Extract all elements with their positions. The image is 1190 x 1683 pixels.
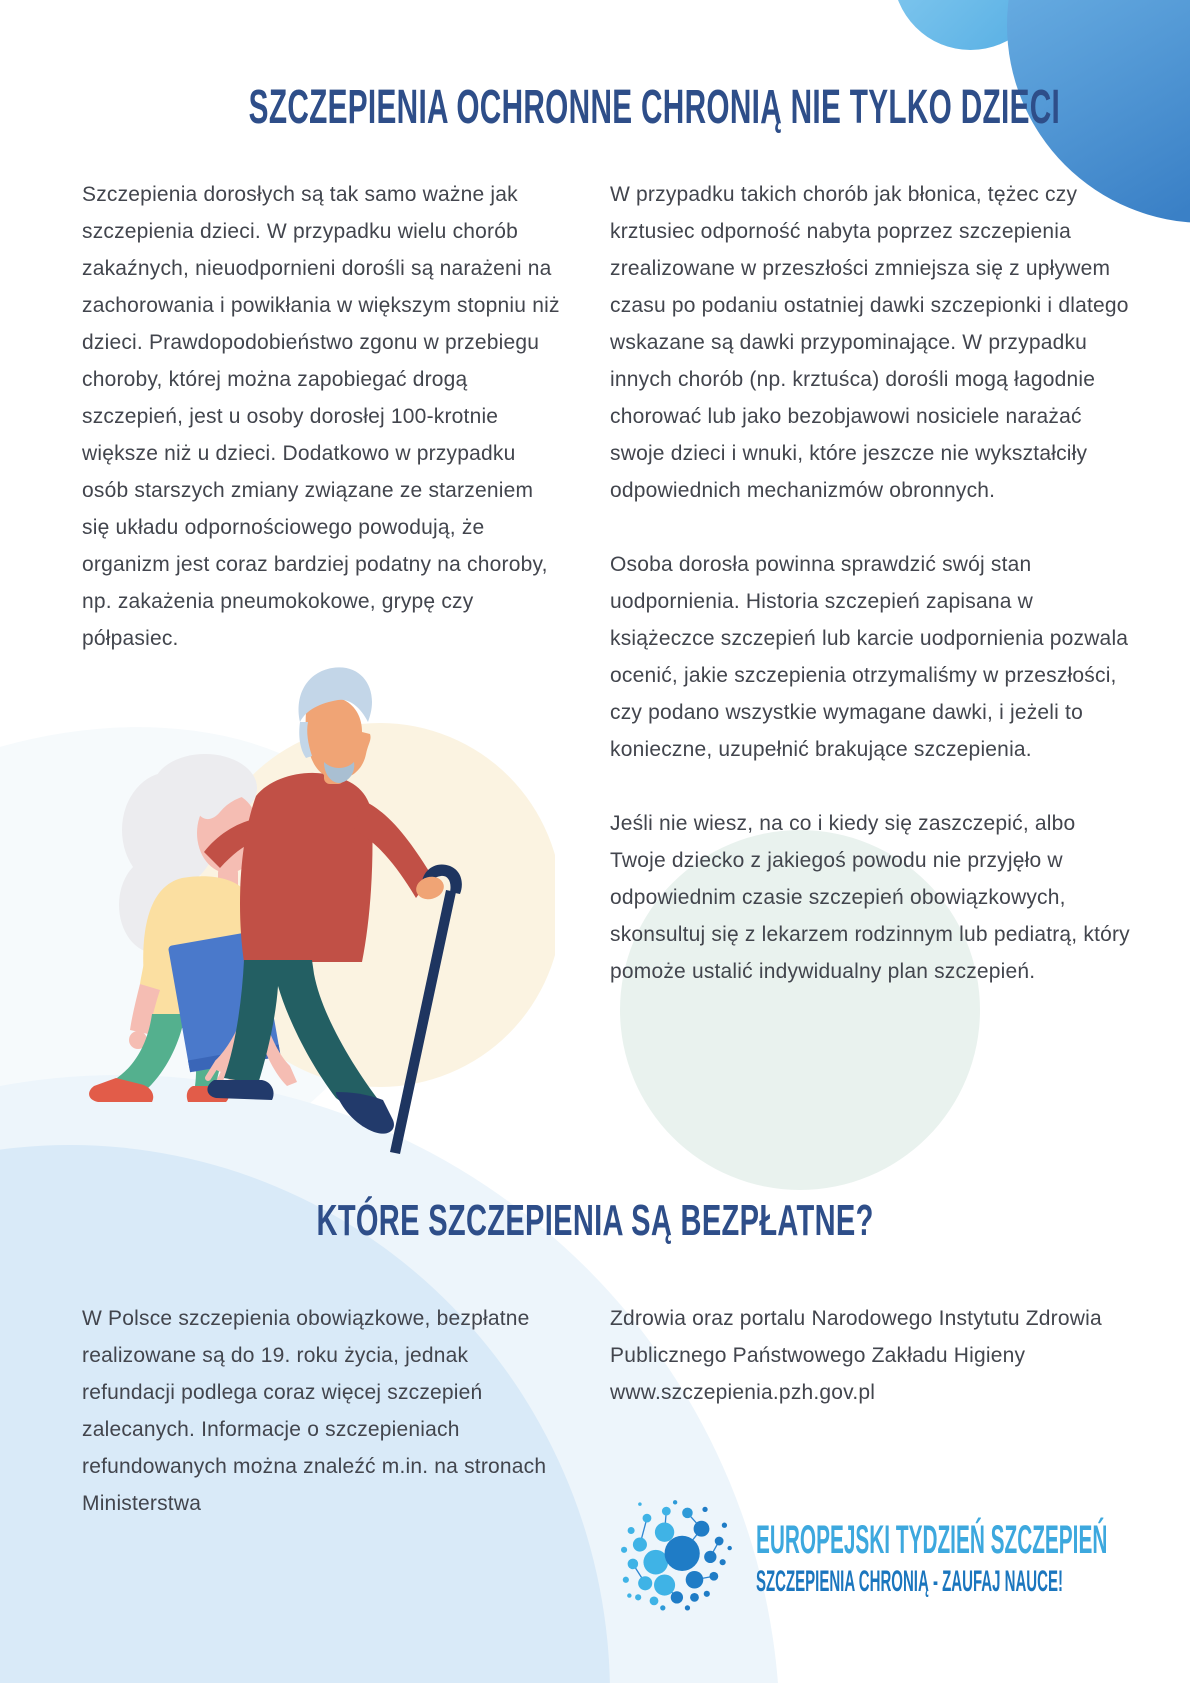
- free-vaccines-column-left: [82, 1300, 564, 1559]
- free-vaccines-column-right: [610, 1300, 1120, 1448]
- european-vaccination-week-logo: [610, 1492, 1190, 1620]
- dotted-globe-icon: [610, 1492, 742, 1620]
- logo-line-1: EUROPEJSKI TYDZIEŃ SZCZEPIEŃ: [756, 1518, 1108, 1562]
- main-heading-text: SZCZEPIENIA OCHRONNE CHRONIĄ NIE TYLKO DZIECI: [248, 81, 1061, 134]
- paragraph-immunity-waning: W przypadku takich chorób jak błonica, tężec czy krztusiec odporność nabyta poprzez szczepienia zrealizowane w przeszłości zmniejsza się z upływem czasu po podaniu ostatniej dawki szczepionki i dlatego wskazane są dawki przypominające. W przypadku innych chorób (np. krztuśca) dorośli mogą łagodnie chorować lub jako bezobjawowi nosiciele narażać swoje dzieci i wnuki, które jeszcze nie wykształciły odpowiednich mechanizmów obronnych.: [610, 183, 1129, 502]
- secondary-heading: [0, 1196, 1190, 1246]
- main-heading: [0, 80, 1190, 135]
- paragraph-check-immunity: Osoba dorosła powinna sprawdzić swój stan uodpornienia. Historia szczepień zapisana w książeczce szczepień lub karcie uodpornienia pozwala ocenić, jakie szczepienia otrzymaliśmy w przeszłości, czy podano wszystkie wymagane dawki, i jeżeli to konieczne, uzupełnić brakujące szczepienia.: [610, 553, 1129, 761]
- logo-text-block: [756, 1492, 1190, 1597]
- paragraph-consult-doctor: Jeśli nie wiesz, na co i kiedy się zaszczepić, albo Twoje dziecko z jakiegoś powodu nie przyjęło w odpowiednim czasie szczepień obowiązkowych, skonsultuj się z lekarzem rodzinnym lub pediatrą, który pomoże ustalić indywidualny plan szczepień.: [610, 812, 1130, 983]
- logo-line-2: SZCZEPIENIA CHRONIĄ - ZAUFAJ NAUCE!: [756, 1565, 1063, 1598]
- secondary-heading-text: KTÓRE SZCZEPIENIA SĄ BEZPŁATNE?: [316, 1196, 874, 1245]
- paragraph-adults-importance: Szczepienia dorosłych są tak samo ważne jak szczepienia dzieci. W przypadku wielu chorób zakaźnych, nieuodpornieni dorośli są narażeni na zachorowania i powikłania w większym stopniu niż dzieci. Prawdopodobieństwo zgonu w przebiegu choroby, której można zapobiegać drogą szczepień, jest u osoby dorosłej 100-krotnie większe niż u dzieci. Dodatkowo w przypadku osób starszych zmiany związane ze starzeniem się układu odpornościowego powodują, że organizm jest coraz bardziej podatny na choroby, np. zakażenia pneumokokowe, grypę czy półpasiec.: [82, 183, 560, 650]
- elderly-couple-illustration: [75, 660, 555, 1170]
- paragraph-free-vaccines: W Polsce szczepienia obowiązkowe, bezpłatne realizowane są do 19. roku życia, jednak refundacji podlega coraz więcej szczepień zalecanych. Informacje o szczepieniach refundowanych można znaleźć m.in. na stronach Ministerstwa: [82, 1307, 547, 1515]
- adults-column-left: [82, 176, 564, 694]
- paragraph-info-sources: Zdrowia oraz portalu Narodowego Instytutu Zdrowia Publicznego Państwowego Zakładu Higieny www.szczepienia.pzh.gov.pl: [610, 1307, 1102, 1404]
- adults-column-right: [610, 176, 1132, 1027]
